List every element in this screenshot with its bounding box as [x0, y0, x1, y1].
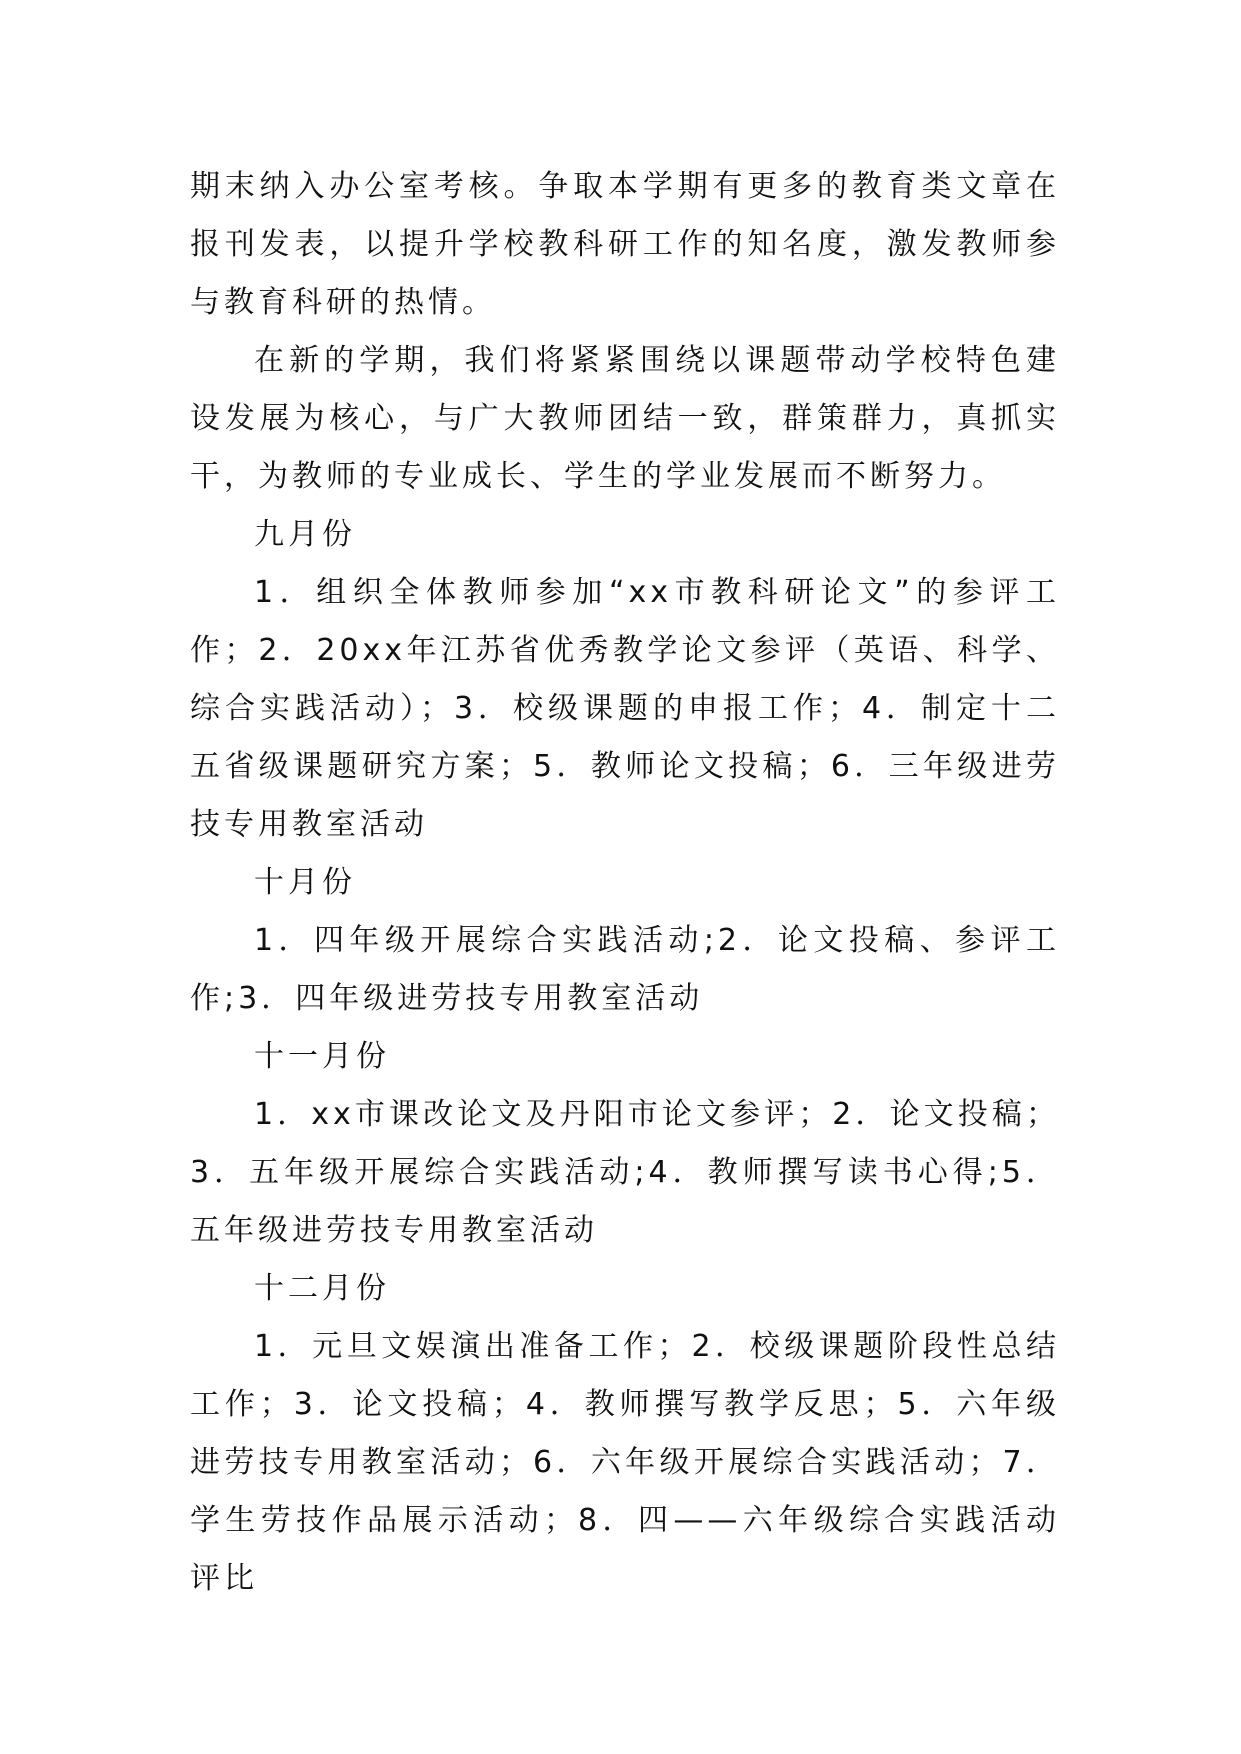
paragraph-new-semester: 在新的学期，我们将紧紧围绕以课题带动学校特色建设发展为核心，与广大教师团结一致，群策群力，真抓实干，为教师的专业成长、学生的学业发展而不断努力。 [190, 343, 1060, 494]
paragraph-november-tasks: 1．xx市课改论文及丹阳市论文参评；2．论文投稿；3．五年级开展综合实践活动;4．教师撰写读书心得;5．五年级进劳技专用教室活动 [190, 1097, 1060, 1248]
paragraph-september-tasks: 1．组织全体教师参加“xx市教科研论文”的参评工作；2．20xx年江苏省优秀教学论文参评（英语、科学、综合实践活动）；3．校级课题的申报工作；4．制定十二五省级课题研究方案；5．教师论文投稿；6．三年级进劳技专用教室活动 [190, 575, 1060, 842]
heading-november: 十一月份 [254, 1039, 390, 1074]
paragraph-assessment: 期末纳入办公室考核。争取本学期有更多的教育类文章在报刊发表，以提升学校教科研工作的知名度，激发教师参与教育科研的热情。 [190, 169, 1060, 320]
heading-december: 十二月份 [254, 1271, 390, 1306]
heading-september: 九月份 [254, 517, 356, 552]
heading-october: 十月份 [254, 865, 356, 900]
document-body [190, 158, 1060, 1608]
paragraph-december-tasks: 1．元旦文娱演出准备工作；2．校级课题阶段性总结工作；3．论文投稿；4．教师撰写教学反思；5．六年级进劳技专用教室活动；6．六年级开展综合实践活动；7．学生劳技作品展示活动；8．四——六年级综合实践活动评比 [190, 1329, 1060, 1596]
paragraph-october-tasks: 1．四年级开展综合实践活动;2．论文投稿、参评工作;3．四年级进劳技专用教室活动 [190, 923, 1060, 1016]
